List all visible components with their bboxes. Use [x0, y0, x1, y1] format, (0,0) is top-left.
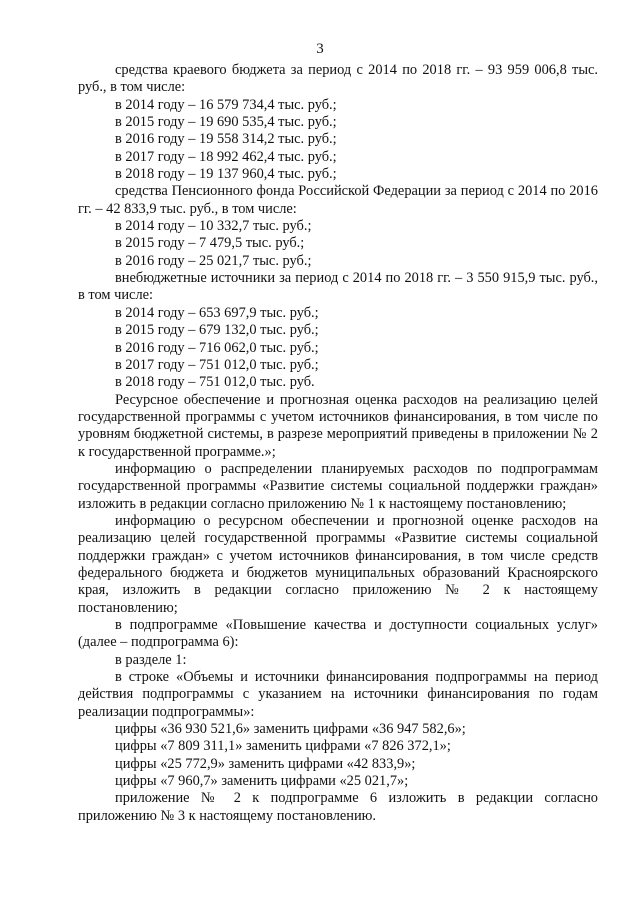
regional-budget-2018: в 2018 году – 19 137 960,4 тыс. руб.;	[115, 166, 337, 183]
extrabudgetary-2016: в 2016 году – 716 062,0 тыс. руб.;	[115, 339, 319, 356]
regional-budget-2016: в 2016 году – 19 558 314,2 тыс. руб.;	[115, 131, 337, 148]
replacement-3: цифры «25 772,9» заменить цифрами «42 833,9»;	[115, 755, 416, 772]
paragraph-appendix-2: приложение № 2 к подпрограмме 6 изложить в редакции согласно приложению № 3 к настоящему постановлению.	[78, 790, 598, 824]
regional-budget-2015: в 2015 году – 19 690 535,4 тыс. руб.;	[115, 114, 337, 131]
paragraph-expense-distribution: информацию о распределении планируемых расходов по подпрограммам государственной программы «Развитие системы социальной поддержки граждан» изложить в редакции согласно приложению № 1 к настоящему постановлению;	[78, 460, 598, 512]
regional-budget-2017: в 2017 году – 18 992 462,4 тыс. руб.;	[115, 148, 337, 165]
replacement-4: цифры «7 960,7» заменить цифрами «25 021,7»;	[115, 773, 409, 790]
extrabudgetary-2015: в 2015 году – 679 132,0 тыс. руб.;	[115, 322, 319, 339]
pension-fund-2014: в 2014 году – 10 332,7 тыс. руб.;	[115, 218, 312, 235]
extrabudgetary-2014: в 2014 году – 653 697,9 тыс. руб.;	[115, 304, 319, 321]
replacement-1: цифры «36 930 521,6» заменить цифрами «36 947 582,6»;	[115, 721, 466, 738]
pension-fund-2016: в 2016 году – 25 021,7 тыс. руб.;	[115, 252, 312, 269]
paragraph-resource-support: Ресурсное обеспечение и прогнозная оценка расходов на реализацию целей государственной программы с учетом источников финансирования, в том числе по уровням бюджетной системы, в разрезе мероприятий приведены в приложении № 2 к государственной программе.»;	[78, 391, 598, 460]
paragraph-subprogram-6: в подпрограмме «Повышение качества и доступности социальных услуг» (далее – подпрограмма 6):	[78, 617, 598, 651]
paragraph-section-1: в разделе 1:	[115, 651, 187, 668]
extrabudgetary-2017: в 2017 году – 751 012,0 тыс. руб.;	[115, 356, 319, 373]
regional-budget-2014: в 2014 году – 16 579 734,4 тыс. руб.;	[115, 96, 337, 113]
paragraph-funding-row: в строке «Объемы и источники финансирования подпрограммы на период действия подпрограммы с указанием на источники финансирования по годам реализации подпрограммы»:	[78, 669, 598, 720]
paragraph-pension-fund: средства Пенсионного фонда Российской Федерации за период с 2014 по 2016 гг. – 42 833,9 тыс. руб., в том числе:	[78, 183, 598, 217]
paragraph-resource-information: информацию о ресурсном обеспечении и прогнозной оценке расходов на реализацию целей государственной программы «Развитие системы социальной поддержки граждан» с учетом источников финансирования, в том числе средств федерального бюджета и бюджетов муниципальных образований Красноярского края, изложить в редакции согласно приложению № 2 к настоящему постановлению;	[78, 512, 598, 616]
pension-fund-2015: в 2015 году – 7 479,5 тыс. руб.;	[115, 235, 305, 252]
page-number: 3	[316, 41, 324, 57]
replacement-2: цифры «7 809 311,1» заменить цифрами «7 826 372,1»;	[115, 738, 451, 755]
paragraph-extrabudgetary: внебюджетные источники за период с 2014 по 2018 гг. – 3 550 915,9 тыс. руб., в том числе:	[78, 270, 598, 304]
paragraph-regional-budget: средства краевого бюджета за период с 2014 по 2018 гг. – 93 959 006,8 тыс. руб., в том числе:	[78, 62, 598, 96]
extrabudgetary-2018: в 2018 году – 751 012,0 тыс. руб.	[115, 374, 315, 391]
document-body	[78, 62, 598, 825]
